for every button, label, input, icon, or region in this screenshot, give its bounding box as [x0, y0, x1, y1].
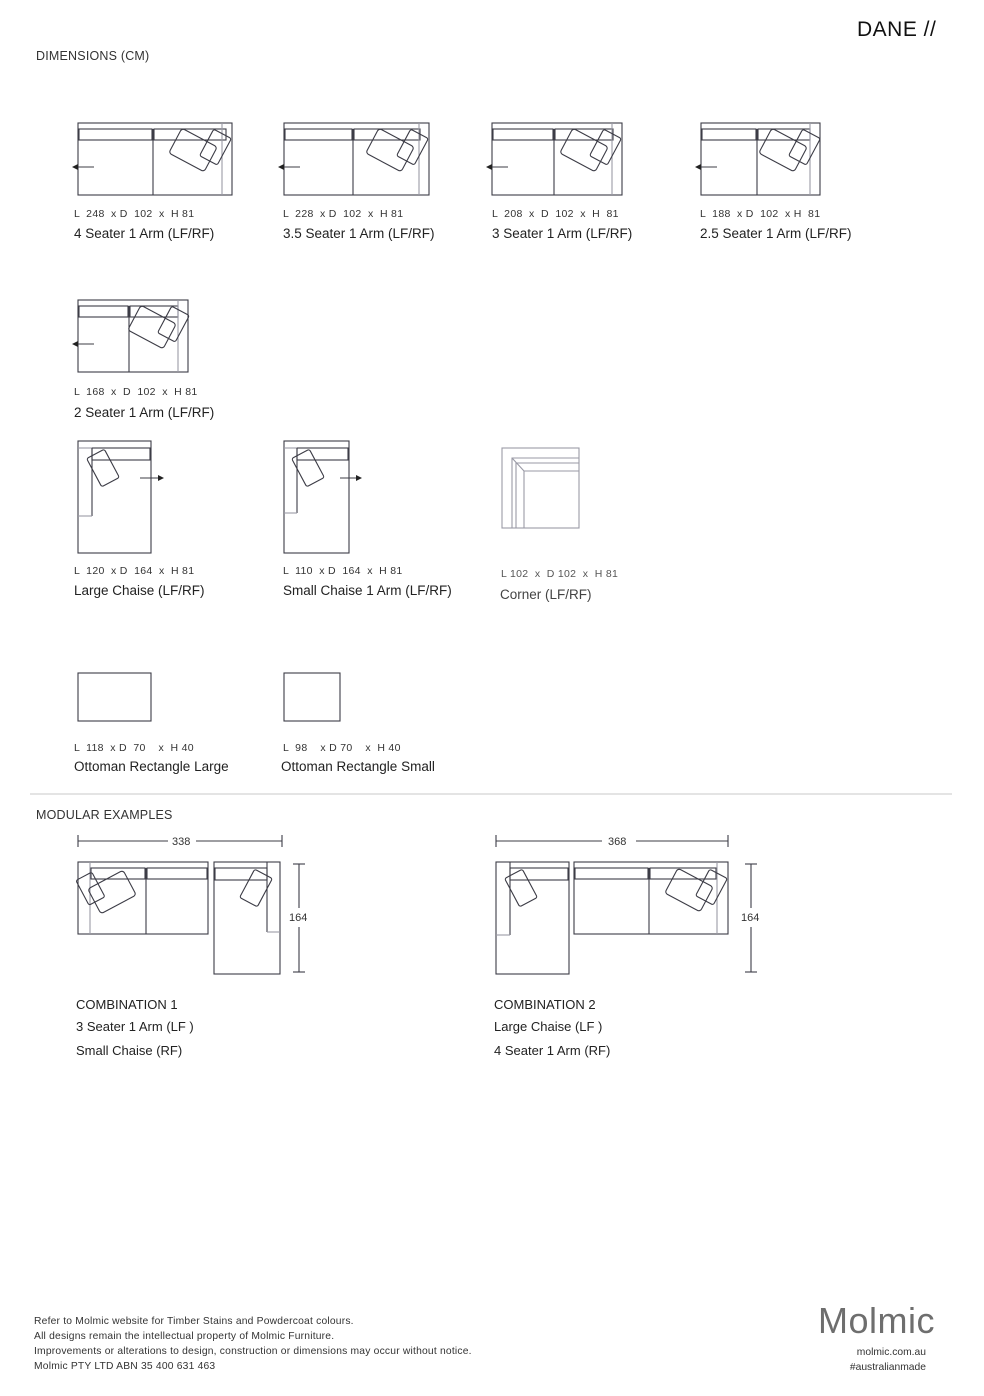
footer-line: Refer to Molmic website for Timber Stains and Powdercoat colours.: [34, 1316, 354, 1327]
four-seater-drawing: [70, 120, 240, 200]
product-dimensions: L 120 x D 164 x H 81: [74, 565, 195, 577]
product-name: 4 Seater 1 Arm (LF/RF): [74, 226, 215, 241]
product-name: Ottoman Rectangle Large: [74, 759, 229, 774]
product-name: 2.5 Seater 1 Arm (LF/RF): [700, 226, 852, 241]
combination-depth-label: 164: [289, 912, 308, 924]
three-half-seater-drawing: [276, 120, 436, 200]
combination-width-label: 338: [172, 836, 191, 848]
combination-width-label: 368: [608, 836, 627, 848]
footer-line: All designs remain the intellectual property of Molmic Furniture.: [34, 1331, 335, 1342]
product-dimensions: L 168 x D 102 x H 81: [74, 386, 198, 398]
product-dimensions: L 118 x D 70 x H 40: [74, 742, 194, 754]
product-dimensions: L 102 x D 102 x H 81: [501, 568, 619, 580]
product-dimensions: L 98 x D 70 x H 40: [283, 742, 401, 754]
product-dimensions: L 188 x D 102 x H 81: [700, 208, 821, 220]
brand-logo: Molmic: [818, 1300, 935, 1341]
product-name: Large Chaise (LF/RF): [74, 583, 205, 598]
hashtag: #australianmade: [849, 1362, 926, 1373]
section-divider: [30, 793, 952, 795]
product-name: Small Chaise 1 Arm (LF/RF): [283, 583, 452, 598]
combination-item: Small Chaise (RF): [76, 1043, 183, 1058]
footer-contact: [850, 1345, 926, 1375]
website-link[interactable]: molmic.com.au: [856, 1347, 926, 1358]
combination-2-drawing: [490, 830, 770, 980]
product-name: 2 Seater 1 Arm (LF/RF): [74, 405, 215, 420]
product-dimensions: L 208 x D 102 x H 81: [492, 208, 619, 220]
ottoman-small-drawing: [280, 670, 346, 726]
footer-line: Molmic PTY LTD ABN 35 400 631 463: [34, 1361, 216, 1372]
product-name: Corner (LF/RF): [500, 587, 592, 602]
combination-1-drawing: [70, 830, 320, 980]
product-name: 3 Seater 1 Arm (LF/RF): [492, 226, 633, 241]
section-title-dimensions: DIMENSIONS (CM): [36, 49, 150, 63]
combination-title: COMBINATION 1: [76, 997, 178, 1012]
section-title-modular: MODULAR EXAMPLES: [36, 808, 173, 822]
product-dimensions: L 110 x D 164 x H 81: [283, 565, 403, 577]
small-chaise-drawing: [280, 438, 380, 558]
footer-line: Improvements or alterations to design, construction or dimensions may occur without notice.: [34, 1346, 472, 1357]
footer-notes: [34, 1314, 472, 1374]
ottoman-large-drawing: [74, 670, 156, 726]
two-seater-drawing: [70, 297, 200, 377]
page-title: DANE //: [857, 18, 937, 41]
three-seater-drawing: [484, 120, 634, 200]
combination-title: COMBINATION 2: [494, 997, 596, 1012]
two-half-seater-drawing: [693, 120, 833, 200]
product-dimensions: L 248 x D 102 x H 81: [74, 208, 195, 220]
combination-item: Large Chaise (LF ): [494, 1019, 603, 1034]
combination-item: 3 Seater 1 Arm (LF ): [76, 1019, 194, 1034]
product-name: Ottoman Rectangle Small: [281, 759, 435, 774]
combination-depth-label: 164: [741, 912, 760, 924]
large-chaise-drawing: [74, 438, 174, 558]
combination-item: 4 Seater 1 Arm (RF): [494, 1043, 611, 1058]
product-dimensions: L 228 x D 102 x H 81: [283, 208, 404, 220]
product-name: 3.5 Seater 1 Arm (LF/RF): [283, 226, 435, 241]
corner-drawing: [498, 445, 588, 535]
